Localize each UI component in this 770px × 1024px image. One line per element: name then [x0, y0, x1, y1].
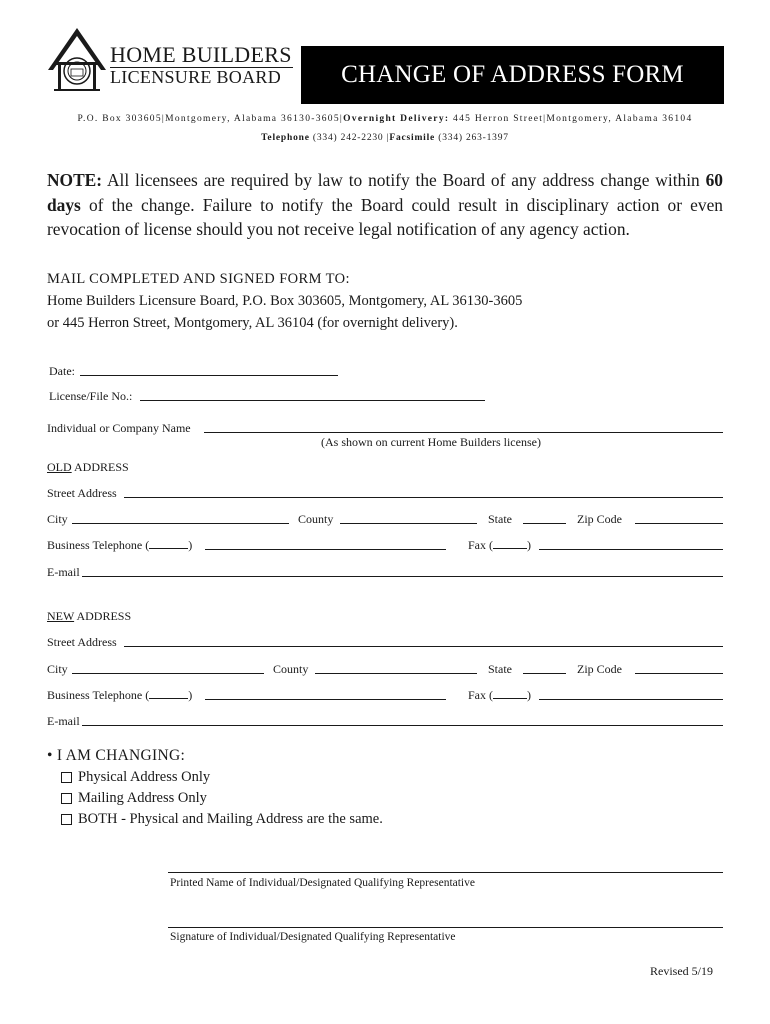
- old-street-label: Street Address: [47, 486, 117, 500]
- changing-heading: • I AM CHANGING:: [47, 747, 186, 764]
- contact-address-line: [0, 114, 770, 124]
- new-city-field[interactable]: [72, 673, 264, 674]
- old-fax-area-field[interactable]: [493, 539, 527, 549]
- new-state-label: State: [488, 662, 512, 676]
- old-phone-field[interactable]: [205, 549, 446, 550]
- license-label: License/File No.:: [49, 389, 133, 403]
- facsimile-number: (334) 263-1397: [435, 133, 509, 143]
- physical-checkbox[interactable]: [61, 772, 72, 783]
- old-phone-label-text: Business Telephone (: [47, 538, 150, 552]
- new-city-label: City: [47, 662, 68, 676]
- new-fax-label-text: Fax (: [468, 688, 493, 702]
- mail-heading: MAIL COMPLETED AND SIGNED FORM TO:: [47, 271, 350, 287]
- old-county-label: County: [298, 512, 334, 526]
- new-street-field[interactable]: [124, 646, 723, 647]
- old-city-field[interactable]: [72, 523, 289, 524]
- new-state-field[interactable]: [523, 673, 566, 674]
- mail-address-line1: Home Builders Licensure Board, P.O. Box 303605, Montgomery, AL 36130-3605: [47, 293, 523, 309]
- new-address-suffix: ADDRESS: [74, 609, 132, 623]
- company-name-field[interactable]: [204, 432, 723, 433]
- new-phone-close: ): [188, 688, 193, 702]
- new-phone-label-text: Business Telephone (: [47, 688, 150, 702]
- new-fax-area-field[interactable]: [493, 689, 527, 699]
- printed-name-label: Printed Name of Individual/Designated Qualifying Representative: [170, 877, 475, 889]
- board-logo: [46, 26, 108, 97]
- option-physical[interactable]: [61, 769, 210, 786]
- note-text-a: All licensees are required by law to notify the Board of any address change within: [102, 170, 706, 190]
- note-label: NOTE:: [47, 170, 103, 190]
- new-address-heading: [47, 609, 131, 624]
- company-name-hint: (As shown on current Home Builders license): [321, 435, 541, 449]
- old-address-suffix: ADDRESS: [71, 460, 129, 474]
- new-fax-label: [468, 688, 531, 703]
- facsimile-label: Facsimile: [389, 133, 436, 143]
- new-phone-area-field[interactable]: [149, 689, 188, 699]
- house-seal-icon: [46, 26, 108, 92]
- old-email-field[interactable]: [82, 576, 723, 577]
- old-fax-label: [468, 538, 531, 553]
- old-state-label: State: [488, 512, 512, 526]
- date-label: Date:: [49, 364, 75, 378]
- signature-label: Signature of Individual/Designated Qualifying Representative: [170, 931, 456, 943]
- mail-address-line2: or 445 Herron Street, Montgomery, AL 36104 (for overnight delivery).: [47, 315, 458, 331]
- company-name-label: Individual or Company Name: [47, 421, 191, 435]
- overnight-label: Overnight Delivery:: [343, 114, 450, 124]
- license-field[interactable]: [140, 400, 485, 401]
- old-phone-close: ): [188, 538, 193, 552]
- old-county-field[interactable]: [340, 523, 477, 524]
- new-phone-field[interactable]: [205, 699, 446, 700]
- new-email-label: E-mail: [47, 714, 80, 728]
- telephone-number: (334) 242-2230 |: [309, 133, 390, 143]
- note-deadline: 60 days: [47, 170, 723, 215]
- mailing-address: P.O. Box 303605|Montgomery, Alabama 36130-3605|: [77, 114, 344, 124]
- signature-field[interactable]: [168, 927, 723, 928]
- org-name-line2: LICENSURE BOARD: [110, 67, 282, 87]
- new-zip-label: Zip Code: [577, 662, 622, 676]
- old-fax-label-text: Fax (: [468, 538, 493, 552]
- physical-option-label: Physical Address Only: [78, 769, 211, 785]
- old-city-label: City: [47, 512, 68, 526]
- org-name-line1: HOME BUILDERS: [110, 42, 292, 67]
- new-fax-close: ): [527, 688, 531, 702]
- old-email-label: E-mail: [47, 565, 80, 579]
- old-zip-field[interactable]: [635, 523, 723, 524]
- old-fax-field[interactable]: [539, 549, 723, 550]
- form-title-banner: [301, 46, 724, 104]
- revision-date: Revised 5/19: [650, 964, 713, 978]
- new-street-label: Street Address: [47, 635, 117, 649]
- old-label: OLD: [47, 460, 72, 474]
- old-state-field[interactable]: [523, 523, 566, 524]
- printed-name-field[interactable]: [168, 872, 723, 873]
- old-street-field[interactable]: [124, 497, 723, 498]
- new-zip-field[interactable]: [635, 673, 723, 674]
- new-county-field[interactable]: [315, 673, 477, 674]
- notice-paragraph: [47, 168, 723, 242]
- new-phone-label: [47, 688, 192, 703]
- new-fax-field[interactable]: [539, 699, 723, 700]
- note-text-b: of the change. Failure to notify the Board could result in disciplinary action or even revocation of license should you not receive legal notification of any agency action.: [47, 194, 723, 239]
- mailing-checkbox[interactable]: [61, 793, 72, 804]
- new-label: NEW: [47, 609, 75, 623]
- mailing-option-label: Mailing Address Only: [78, 790, 207, 806]
- telephone-label: Telephone: [261, 133, 310, 143]
- both-option-label: BOTH - Physical and Mailing Address are the same.: [78, 811, 383, 827]
- both-checkbox[interactable]: [61, 814, 72, 825]
- date-field[interactable]: [80, 375, 338, 376]
- new-county-label: County: [273, 662, 309, 676]
- overnight-address: 445 Herron Street|Montgomery, Alabama 36104: [449, 114, 693, 124]
- old-fax-close: ): [527, 538, 531, 552]
- old-address-heading: [47, 460, 129, 475]
- option-mailing[interactable]: [61, 790, 207, 807]
- old-zip-label: Zip Code: [577, 512, 622, 526]
- old-phone-area-field[interactable]: [149, 539, 188, 549]
- option-both[interactable]: [61, 811, 383, 828]
- contact-phone-line: [0, 133, 770, 143]
- form-title: CHANGE OF ADDRESS FORM: [341, 61, 684, 88]
- old-phone-label: [47, 538, 192, 553]
- new-email-field[interactable]: [82, 725, 723, 726]
